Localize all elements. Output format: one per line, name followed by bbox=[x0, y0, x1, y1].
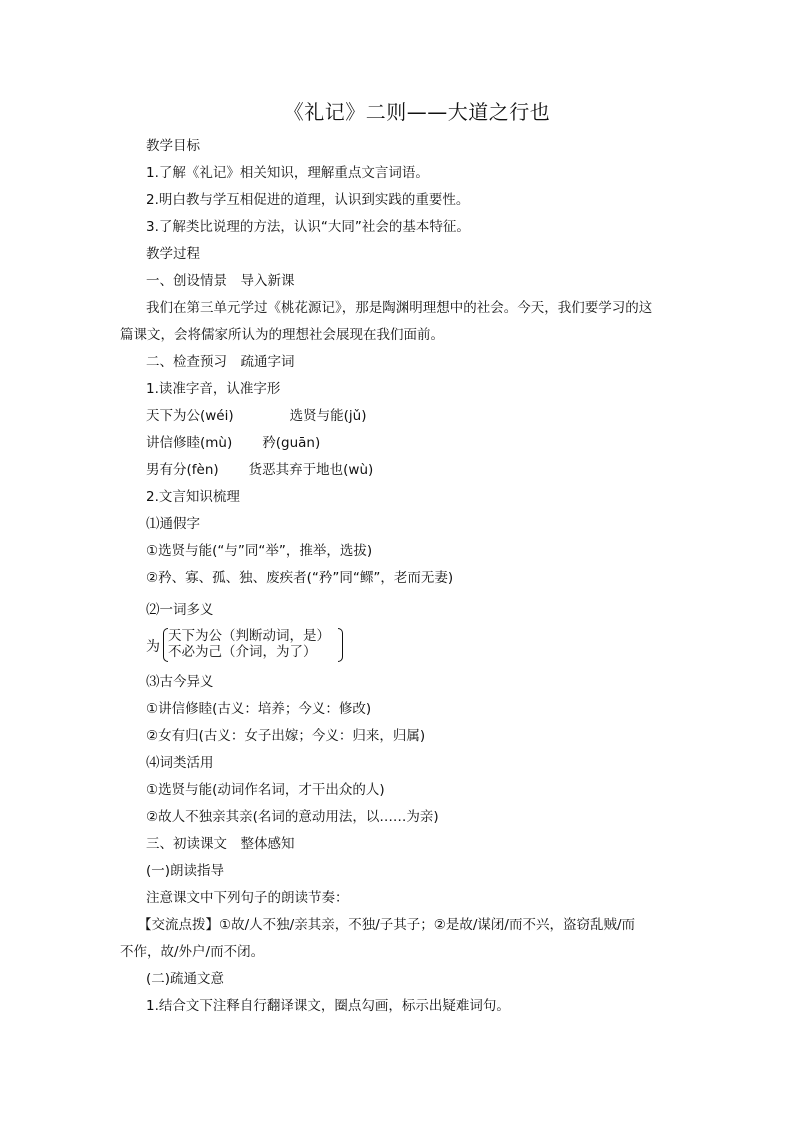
topic-item: ②女有归(古义：女子出嫁；今义：归来，归属) bbox=[146, 728, 426, 744]
pronunciation-item: 矜(guān) bbox=[262, 435, 321, 451]
objective-item: 3.了解类比说理的方法，认识“大同”社会的基本特征。 bbox=[146, 219, 470, 235]
paragraph-line: 1.结合文下注释自行翻译课文，圈点勾画，标示出疑难词句。 bbox=[146, 998, 510, 1014]
section-heading: 二、检查预习 疏通字词 bbox=[146, 354, 295, 370]
paragraph-line: 【交流点拨】①故/人不独/亲其亲，不独/子其子；②是故/谋闭/而不兴，盗窃乱贼/而 bbox=[138, 917, 635, 933]
polysemy-character: 为 bbox=[146, 639, 160, 655]
pronunciation-item: 选贤与能(jǔ) bbox=[289, 408, 367, 424]
right-bracket bbox=[338, 628, 343, 662]
topic-item: ①讲信修睦(古义：培养；今义：修改) bbox=[146, 701, 372, 717]
polysemy-meaning: 不必为己（介词，为了） bbox=[168, 644, 317, 660]
pronunciation-item: 讲信修睦(mù) bbox=[146, 435, 233, 451]
page-title: 《礼记》二则——大道之行也 bbox=[283, 100, 551, 124]
pronunciation-row bbox=[146, 461, 373, 479]
paragraph-line: 注意课文中下列句子的朗读节奏： bbox=[146, 890, 349, 906]
pronunciation-item: 男有分(fèn) bbox=[146, 462, 219, 478]
pronunciation-row bbox=[146, 407, 366, 425]
pronunciation-item: 天下为公(wéi) bbox=[146, 408, 234, 424]
topic-item: ②故人不独亲其亲(名词的意动用法，以……为亲) bbox=[146, 809, 439, 825]
topic-item: ①选贤与能(动词作名词，才干出众的人) bbox=[146, 782, 385, 798]
subsection-heading: 2.文言知识梳理 bbox=[146, 489, 240, 505]
subsection-heading: (二)疏通文意 bbox=[146, 971, 225, 987]
subsection-heading: (一)朗读指导 bbox=[146, 863, 225, 879]
subsection-heading: 1.读准字音，认准字形 bbox=[146, 381, 281, 397]
objectives-heading: 教学目标 bbox=[146, 138, 200, 154]
topic-item: ②矜、寡、孤、独、废疾者(“矜”同“鳏”，老而无妻) bbox=[146, 570, 454, 586]
topic-heading: ⑵一词多义 bbox=[146, 602, 214, 618]
objective-item: 1.了解《礼记》相关知识，理解重点文言词语。 bbox=[146, 165, 429, 181]
topic-heading: ⑶古今异义 bbox=[146, 674, 214, 690]
section-heading: 一、创设情景 导入新课 bbox=[146, 273, 295, 289]
topic-heading: ⑷词类活用 bbox=[146, 755, 214, 771]
objective-item: 2.明白教与学互相促进的道理，认识到实践的重要性。 bbox=[146, 192, 470, 208]
pronunciation-item: 货恶其弃于地也(wù) bbox=[248, 462, 374, 478]
paragraph-line: 篇课文，会将儒家所认为的理想社会展现在我们面前。 bbox=[120, 327, 444, 343]
section-heading: 三、初读课文 整体感知 bbox=[146, 836, 295, 852]
polysemy-meaning: 天下为公（判断动词，是） bbox=[168, 628, 330, 644]
pronunciation-row bbox=[146, 434, 320, 452]
paragraph-line: 我们在第三单元学过《桃花源记》，那是陶渊明理想中的社会。今天，我们要学习的这 bbox=[146, 300, 653, 316]
topic-item: ①选贤与能(“与”同“举”，推举，选拔) bbox=[146, 543, 373, 559]
process-heading: 教学过程 bbox=[146, 246, 200, 262]
topic-heading: ⑴通假字 bbox=[146, 516, 200, 532]
paragraph-line: 不作，故/外户/而不闭。 bbox=[120, 944, 265, 960]
